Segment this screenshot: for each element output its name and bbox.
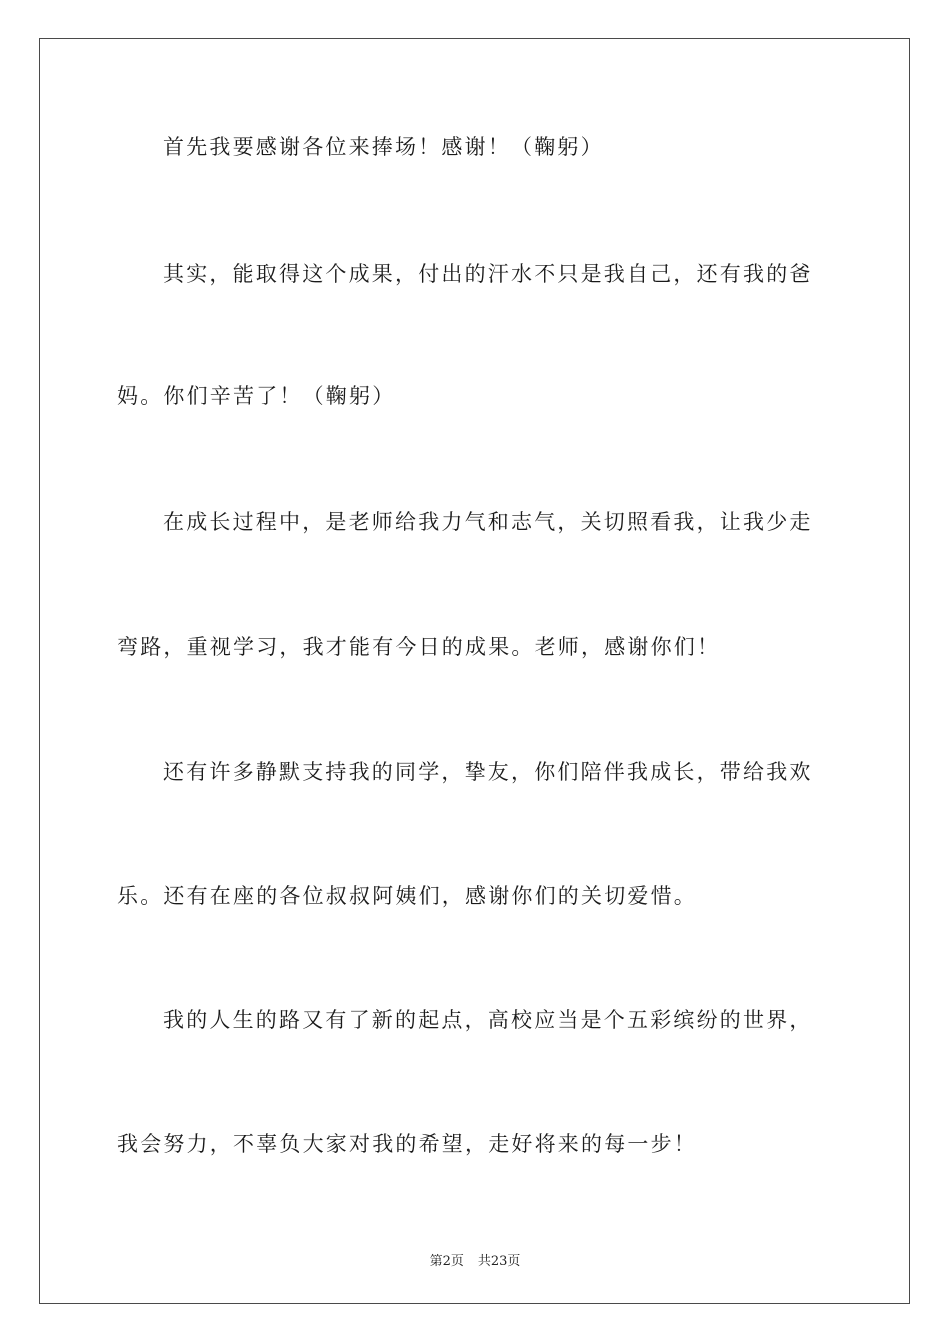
paragraph-3-line-1: 在成长过程中，是老师给我力气和志气，关切照看我，让我少走	[163, 510, 813, 534]
paragraph-2-line-1: 其实，能取得这个成果，付出的汗水不只是我自己，还有我的爸	[163, 262, 813, 286]
page-number: 第2页	[429, 1254, 464, 1269]
paragraph-3-line-2: 弯路，重视学习，我才能有今日的成果。老师，感谢你们！	[117, 635, 721, 659]
paragraph-4-line-1: 还有许多静默支持我的同学，挚友，你们陪伴我成长，带给我欢	[163, 760, 813, 784]
page-frame	[39, 38, 910, 1304]
paragraph-5-line-2: 我会努力，不辜负大家对我的希望，走好将来的每一步！	[117, 1132, 697, 1156]
paragraph-4-line-2: 乐。还有在座的各位叔叔阿姨们，感谢你们的关切爱惜。	[117, 884, 697, 908]
paragraph-1-line-1: 首先我要感谢各位来捧场！感谢！（鞠躬）	[163, 135, 604, 159]
paragraph-2-line-2: 妈。你们辛苦了！（鞠躬）	[117, 384, 396, 408]
paragraph-5-line-1: 我的人生的路又有了新的起点，高校应当是个五彩缤纷的世界，	[163, 1008, 813, 1032]
page-total: 共23页	[477, 1254, 521, 1269]
page-footer	[0, 1250, 950, 1269]
